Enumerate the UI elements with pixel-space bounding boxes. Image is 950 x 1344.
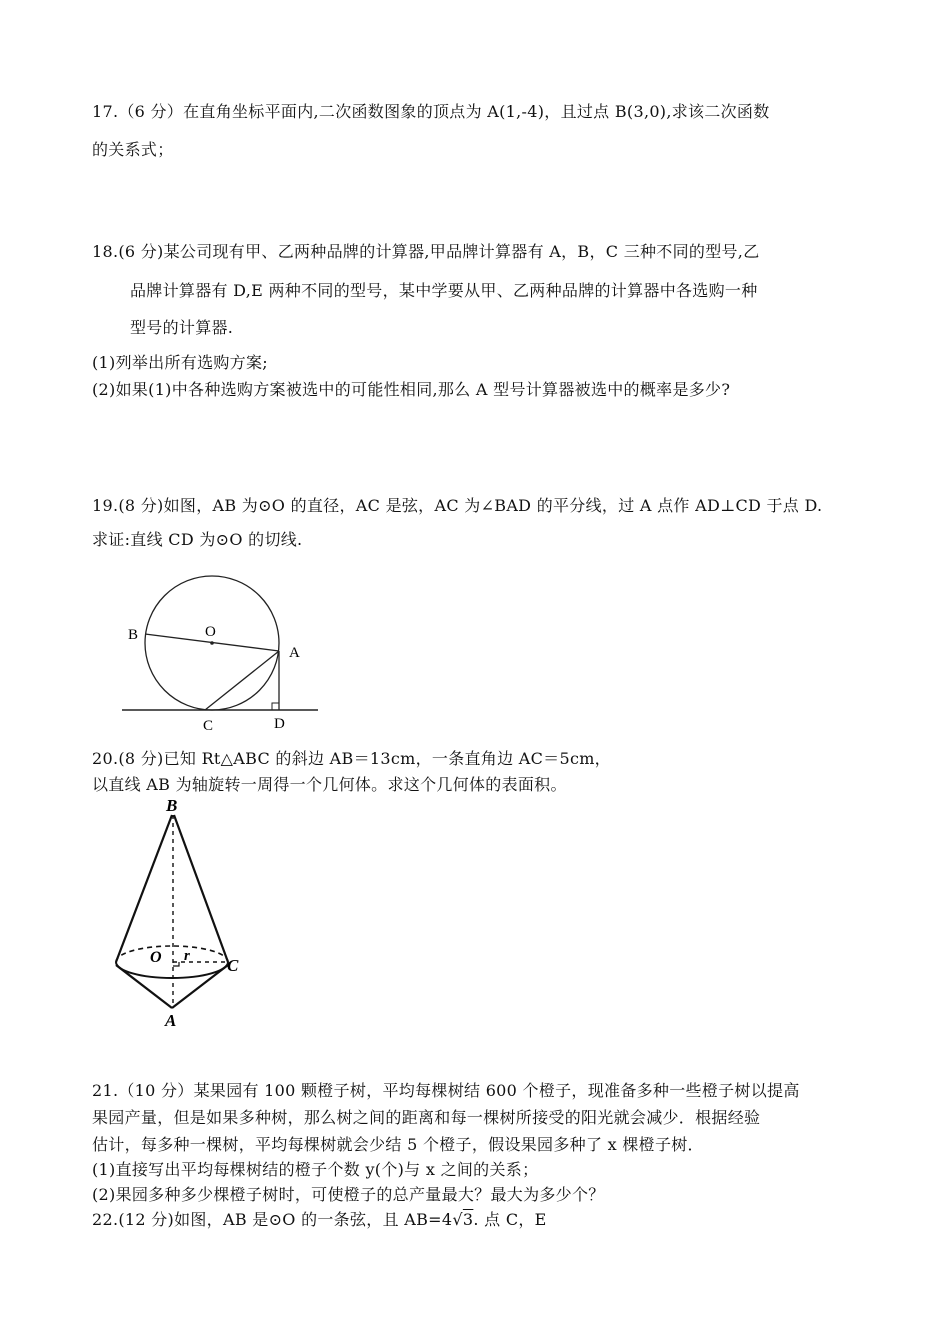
q22-suffix: . 点 C，E (473, 1210, 547, 1229)
q20-label-r: r (184, 948, 190, 964)
q17-line-1: 17.（6 分）在直角坐标平面内,二次函数图象的顶点为 A(1,-4)，且过点 B(3,0),求该二次函数 (92, 102, 770, 121)
q20-base-front-arc (116, 962, 228, 978)
q19-label-b: B (128, 627, 139, 643)
q18-line-1: 18.(6 分)某公司现有甲、乙两种品牌的计算器,甲品牌计算器有 A，B，C 三种不同的型号,乙 (92, 242, 760, 261)
q18-part-1: (1)列举出所有选购方案; (92, 353, 268, 372)
q22-prefix: 22.(12 分)如图，AB 是⊙O 的一条弦，且 AB= (92, 1210, 442, 1229)
q20-label-a: A (165, 1011, 177, 1030)
q20-label-c: C (227, 956, 239, 975)
q20-label-o: O (150, 949, 162, 966)
q19-label-o: O (205, 624, 216, 640)
q22-line-1 (92, 1210, 547, 1230)
q21-part-1: (1)直接写出平均每棵树结的橙子个数 y(个)与 x 之间的关系； (92, 1160, 539, 1179)
q19-label-c: C (203, 718, 214, 734)
q21-part-2: (2)果园多种多少棵橙子树时，可使橙子的总产量最大？最大为多少个？ (92, 1185, 605, 1204)
q18-line-3: 型号的计算器. (130, 318, 234, 337)
q19-label-d: D (274, 716, 285, 732)
q19-line-2: 求证:直线 CD 为⊙O 的切线. (92, 530, 303, 549)
q18-part-2: (2)如果(1)中各种选购方案被选中的可能性相同,那么 A 型号计算器被选中的概率是多少? (92, 380, 731, 399)
q20-line-2: 以直线 AB 为轴旋转一周得一个几何体。求这个几何体的表面积。 (92, 775, 567, 794)
q20-base-back-arc (116, 946, 228, 962)
q17-line-2: 的关系式； (92, 140, 174, 159)
q21-line-3: 估计，每多种一棵树，平均每棵树就会少结 5 个橙子，假设果园多种了 x 棵橙子树． (92, 1135, 704, 1154)
q20-slant-left-top (116, 815, 172, 962)
q19-line-1: 19.(8 分)如图，AB 为⊙O 的直径，AC 是弦，AC 为∠BAD 的平分线，过 A 点作 AD⊥CD 于点 D. (92, 496, 823, 515)
q18-line-2: 品牌计算器有 D,E 两种不同的型号，某中学要从甲、乙两种品牌的计算器中各选购一种 (130, 281, 758, 300)
q20-line-1: 20.(8 分)已知 Rt△ABC 的斜边 AB＝13cm，一条直角边 AC＝5cm， (92, 749, 611, 768)
q22-radicand: 3 (462, 1210, 474, 1229)
q21-line-2: 果园产量，但是如果多种树，那么树之间的距离和每一棵树所接受的阳光就会减少．根据经验 (92, 1108, 761, 1127)
q22-coefficient: 4 (441, 1210, 453, 1229)
q20-slant-right-top (174, 815, 228, 962)
q22-sqrt-sign: √ (452, 1210, 463, 1229)
q20-label-b: B (166, 796, 178, 815)
q19-label-a: A (289, 645, 300, 661)
q21-line-1: 21.（10 分）某果园有 100 颗橙子树，平均每棵树结 600 个橙子，现准备多种一些橙子树以提高 (92, 1081, 800, 1100)
